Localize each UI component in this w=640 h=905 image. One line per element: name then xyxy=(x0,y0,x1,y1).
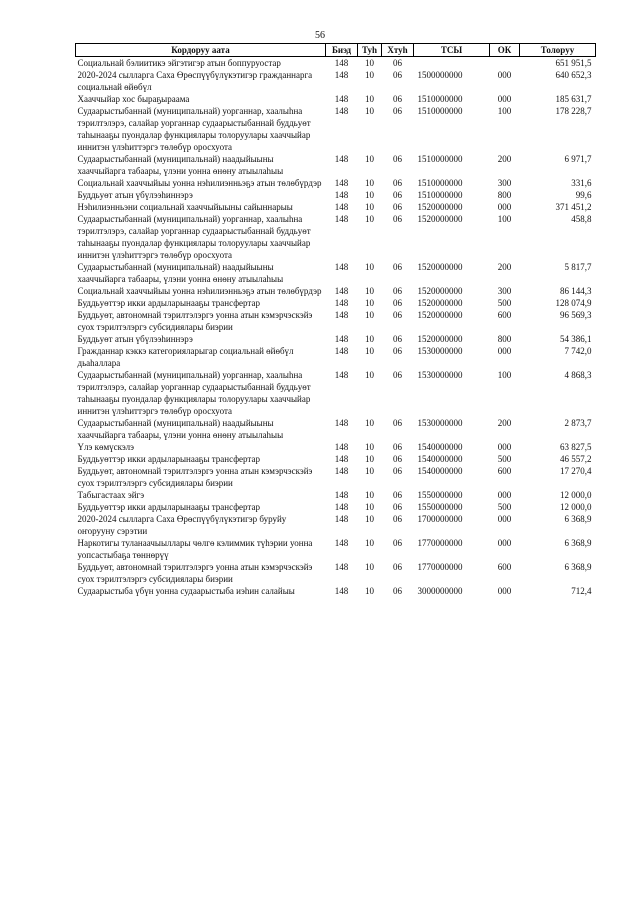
ok-cell: 800 xyxy=(497,190,512,200)
biad-cell: 148 xyxy=(334,310,349,320)
biad-cell: 148 xyxy=(334,490,349,500)
table-row xyxy=(76,69,596,93)
biad-cell: 148 xyxy=(334,178,349,188)
name-cell: Социальнай хааччыйыы уонна нэhилиэнньэҕэ атын төлөбүрдэр xyxy=(77,286,322,296)
total-cell: 96 569,3 xyxy=(560,310,592,320)
table-row xyxy=(76,261,596,285)
htuh-cell: 06 xyxy=(393,454,402,464)
tuh-cell: 10 xyxy=(365,562,374,572)
biad-cell: 148 xyxy=(334,106,349,116)
tsy-cell: 1700000000 xyxy=(417,514,463,524)
tuh-cell: 10 xyxy=(365,178,374,188)
tuh-cell: 10 xyxy=(365,502,374,512)
tsy-cell: 1520000000 xyxy=(417,334,463,344)
biad-cell: 148 xyxy=(334,538,349,548)
table-row xyxy=(76,489,596,501)
column-header: Хтуh xyxy=(382,44,414,57)
name-cell: Буддьуөт атын үбүлээhиннэрэ xyxy=(77,334,193,344)
name-cell: Үлэ көмүскэлэ xyxy=(77,442,134,452)
table-row xyxy=(76,453,596,465)
tuh-cell: 10 xyxy=(365,94,374,104)
tuh-cell: 10 xyxy=(365,190,374,200)
ok-cell: 200 xyxy=(497,154,512,164)
name-cell: Судаарыстыбаннай (муниципальнай) уорганнар, хаалыhна тэрилтэлэрэ, салайар уорганнар судаарыстыбаннай буддьуөт таhынааҕы пуондалар функциялары толоруулары хааччыйар иннитэн үлэhиттэргэ төлөбүр оросхуота xyxy=(77,214,311,260)
ok-cell: 000 xyxy=(497,346,512,356)
tsy-cell: 1520000000 xyxy=(417,214,463,224)
htuh-cell: 06 xyxy=(393,442,402,452)
ok-cell: 300 xyxy=(497,286,512,296)
htuh-cell: 06 xyxy=(393,94,402,104)
ok-cell: 000 xyxy=(497,586,512,596)
name-cell: Хааччыйар хос быраҕыраама xyxy=(77,94,190,104)
htuh-cell: 06 xyxy=(393,418,402,428)
tuh-cell: 10 xyxy=(365,70,374,80)
tuh-cell: 10 xyxy=(365,286,374,296)
tuh-cell: 10 xyxy=(365,310,374,320)
htuh-cell: 06 xyxy=(393,58,402,68)
biad-cell: 148 xyxy=(334,466,349,476)
total-cell: 6 368,9 xyxy=(564,538,592,548)
biad-cell: 148 xyxy=(334,418,349,428)
table-row xyxy=(76,369,596,417)
htuh-cell: 06 xyxy=(393,310,402,320)
ok-cell: 300 xyxy=(497,178,512,188)
total-cell: 331,6 xyxy=(571,178,592,188)
htuh-cell: 06 xyxy=(393,514,402,524)
name-cell: Социальнай бэлиитикэ эйгэтигэр атын боппуруостар xyxy=(77,58,281,68)
name-cell: Буддьуөт, автономнай тэрилтэлэргэ уонна атын кэмэрчэскэйэ суох тэрилтэлэргэ субсидиялары биэрии xyxy=(77,466,313,488)
table-row xyxy=(76,213,596,261)
name-cell: Судаарыстыбаннай (муниципальнай) уорганнар, хаалыhна тэрилтэлэрэ, салайар уорганнар судаарыстыбаннай буддьуөт таhынааҕы пуондалар функциялары толоруулары хааччыйар иннитэн үлэhиттэргэ төлөбүр оросхуота xyxy=(77,106,311,152)
tsy-cell: 1510000000 xyxy=(417,154,463,164)
table-row xyxy=(76,153,596,177)
tuh-cell: 10 xyxy=(365,214,374,224)
biad-cell: 148 xyxy=(334,454,349,464)
ok-cell: 000 xyxy=(497,442,512,452)
name-cell: Буддьуөт, автономнай тэрилтэлэргэ уонна атын кэмэрчэскэйэ суох тэрилтэлэргэ субсидиялары биэрии xyxy=(77,310,313,332)
ok-cell: 000 xyxy=(497,202,512,212)
total-cell: 128 074,9 xyxy=(555,298,592,308)
ok-cell: 600 xyxy=(497,310,512,320)
htuh-cell: 06 xyxy=(393,154,402,164)
ok-cell: 100 xyxy=(497,214,512,224)
biad-cell: 148 xyxy=(334,370,349,380)
total-cell: 12 000,0 xyxy=(560,502,592,512)
biad-cell: 148 xyxy=(334,202,349,212)
ok-cell: 000 xyxy=(497,94,512,104)
name-cell: Судаарыстыбаннай (муниципальнай) наадыйыыны хааччыйарга табаары, үлэни уонна өнөну атыылаhыы xyxy=(77,154,284,176)
htuh-cell: 06 xyxy=(393,562,402,572)
name-cell: Буддьуөт, автономнай тэрилтэлэргэ уонна атын кэмэрчэскэйэ суох тэрилтэлэргэ субсидиялары биэрии xyxy=(77,562,313,584)
total-cell: 7 742,0 xyxy=(564,346,592,356)
table-row xyxy=(76,201,596,213)
biad-cell: 148 xyxy=(334,334,349,344)
tuh-cell: 10 xyxy=(365,346,374,356)
ok-cell: 100 xyxy=(497,106,512,116)
table-row xyxy=(76,189,596,201)
tsy-cell: 1540000000 xyxy=(417,454,463,464)
htuh-cell: 06 xyxy=(393,70,402,80)
total-cell: 185 631,7 xyxy=(555,94,592,104)
tuh-cell: 10 xyxy=(365,334,374,344)
name-cell: Судаарыстыба үбүн уонна судаарыстыба иэhин салайыы xyxy=(77,586,295,596)
tsy-cell: 1520000000 xyxy=(417,298,463,308)
ok-cell: 800 xyxy=(497,334,512,344)
table-row xyxy=(76,285,596,297)
tsy-cell: 1510000000 xyxy=(417,178,463,188)
total-cell: 640 652,3 xyxy=(555,70,592,80)
tuh-cell: 10 xyxy=(365,442,374,452)
tuh-cell: 10 xyxy=(365,586,374,596)
htuh-cell: 06 xyxy=(393,286,402,296)
ok-cell: 200 xyxy=(497,418,512,428)
total-cell: 371 451,2 xyxy=(555,202,592,212)
total-cell: 17 270,4 xyxy=(560,466,592,476)
htuh-cell: 06 xyxy=(393,106,402,116)
name-cell: Буддьуөттэр икки ардыларынааҕы трансфертар xyxy=(77,298,260,308)
biad-cell: 148 xyxy=(334,70,349,80)
biad-cell: 148 xyxy=(334,190,349,200)
total-cell: 651 951,5 xyxy=(555,58,592,68)
ok-cell: 600 xyxy=(497,562,512,572)
table-row xyxy=(76,297,596,309)
budget-table xyxy=(75,43,596,597)
table-row xyxy=(76,309,596,333)
total-cell: 458,8 xyxy=(571,214,592,224)
biad-cell: 148 xyxy=(334,58,349,68)
tsy-cell: 1510000000 xyxy=(417,190,463,200)
htuh-cell: 06 xyxy=(393,346,402,356)
htuh-cell: 06 xyxy=(393,466,402,476)
ok-cell: 200 xyxy=(497,262,512,272)
ok-cell: 000 xyxy=(497,514,512,524)
table-row xyxy=(76,57,596,70)
biad-cell: 148 xyxy=(334,442,349,452)
tuh-cell: 10 xyxy=(365,538,374,548)
tuh-cell: 10 xyxy=(365,202,374,212)
htuh-cell: 06 xyxy=(393,214,402,224)
column-header: Биэд xyxy=(326,44,358,57)
table-row xyxy=(76,465,596,489)
tuh-cell: 10 xyxy=(365,106,374,116)
htuh-cell: 06 xyxy=(393,538,402,548)
htuh-cell: 06 xyxy=(393,370,402,380)
htuh-cell: 06 xyxy=(393,298,402,308)
table-row xyxy=(76,561,596,585)
tsy-cell: 1530000000 xyxy=(417,370,463,380)
ok-cell: 500 xyxy=(497,502,512,512)
tsy-cell: 1520000000 xyxy=(417,202,463,212)
column-header: ТСЫ xyxy=(414,44,490,57)
total-cell: 63 827,5 xyxy=(560,442,592,452)
biad-cell: 148 xyxy=(334,286,349,296)
name-cell: 2020-2024 сылларга Саха Өрөспүүбүлүкэтигэр гражданнарга социальнай өйөбүл xyxy=(77,70,313,92)
tuh-cell: 10 xyxy=(365,58,374,68)
table-row xyxy=(76,105,596,153)
ok-cell: 500 xyxy=(497,298,512,308)
total-cell: 54 386,1 xyxy=(560,334,592,344)
tsy-cell xyxy=(414,57,490,70)
tsy-cell: 1520000000 xyxy=(417,310,463,320)
tsy-cell: 3000000000 xyxy=(417,586,463,596)
tuh-cell: 10 xyxy=(365,298,374,308)
tsy-cell: 1540000000 xyxy=(417,442,463,452)
total-cell: 712,4 xyxy=(571,586,592,596)
column-header: ОК xyxy=(490,44,520,57)
name-cell: Гражданнар кэккэ категорияларыгар социальнай өйөбүл дьаhаллара xyxy=(77,346,294,368)
biad-cell: 148 xyxy=(334,502,349,512)
column-header: Кордоруу аата xyxy=(76,44,326,57)
tsy-cell: 1500000000 xyxy=(417,70,463,80)
table-row xyxy=(76,537,596,561)
tsy-cell: 1520000000 xyxy=(417,262,463,272)
tuh-cell: 10 xyxy=(365,418,374,428)
tsy-cell: 1510000000 xyxy=(417,106,463,116)
biad-cell: 148 xyxy=(334,262,349,272)
tuh-cell: 10 xyxy=(365,154,374,164)
total-cell: 4 868,3 xyxy=(564,370,592,380)
tsy-cell: 1540000000 xyxy=(417,466,463,476)
total-cell: 6 971,7 xyxy=(564,154,592,164)
name-cell: Буддьуөттэр икки ардыларынааҕы трансфертар xyxy=(77,454,260,464)
htuh-cell: 06 xyxy=(393,502,402,512)
biad-cell: 148 xyxy=(334,346,349,356)
total-cell: 12 000,0 xyxy=(560,490,592,500)
biad-cell: 148 xyxy=(334,94,349,104)
table-row xyxy=(76,585,596,597)
ok-cell: 100 xyxy=(497,370,512,380)
name-cell: Судаарыстыбаннай (муниципальнай) уорганнар, хаалыhна тэрилтэлэрэ, салайар уорганнар судаарыстыбаннай буддьуөт таhынааҕы пуондалар функциялары толоруулары хааччыйар иннитэн үлэhиттэргэ төлөбүр оросхуота xyxy=(77,370,311,416)
table-row xyxy=(76,345,596,369)
table-header-row xyxy=(76,44,596,57)
table-row xyxy=(76,513,596,537)
table-row xyxy=(76,417,596,441)
tsy-cell: 1530000000 xyxy=(417,346,463,356)
tuh-cell: 10 xyxy=(365,514,374,524)
table-row xyxy=(76,501,596,513)
tsy-cell: 1520000000 xyxy=(417,286,463,296)
name-cell: Нэhилиэнньэни социальнай хааччыйыыны сайыннарыы xyxy=(77,202,293,212)
tsy-cell: 1530000000 xyxy=(417,418,463,428)
htuh-cell: 06 xyxy=(393,202,402,212)
ok-cell: 000 xyxy=(497,490,512,500)
column-header: Толоруу xyxy=(520,44,596,57)
total-cell: 46 557,2 xyxy=(560,454,592,464)
page-number: 56 xyxy=(315,30,325,41)
table-row xyxy=(76,177,596,189)
name-cell: Социальнай хааччыйыы уонна нэhилиэнньэҕэ атын төлөбүрдэр xyxy=(77,178,322,188)
name-cell: Судаарыстыбаннай (муниципальнай) наадыйыыны хааччыйарга табаары, үлэни уонна өнөну атыылаhыы xyxy=(77,262,284,284)
biad-cell: 148 xyxy=(334,214,349,224)
total-cell: 86 144,3 xyxy=(560,286,592,296)
ok-cell: 500 xyxy=(497,454,512,464)
total-cell: 2 873,7 xyxy=(564,418,592,428)
tsy-cell: 1550000000 xyxy=(417,502,463,512)
biad-cell: 148 xyxy=(334,514,349,524)
name-cell: Наркотигы туланаачыыллары чөлгө кэлиммик түhэрии уонна уопсастыбаҕа төннөрүү xyxy=(77,538,313,560)
htuh-cell: 06 xyxy=(393,190,402,200)
biad-cell: 148 xyxy=(334,562,349,572)
tsy-cell: 1770000000 xyxy=(417,538,463,548)
tuh-cell: 10 xyxy=(365,490,374,500)
tsy-cell: 1770000000 xyxy=(417,562,463,572)
htuh-cell: 06 xyxy=(393,490,402,500)
tsy-cell: 1510000000 xyxy=(417,94,463,104)
ok-cell: 000 xyxy=(497,70,512,80)
htuh-cell: 06 xyxy=(393,178,402,188)
total-cell: 5 817,7 xyxy=(564,262,592,272)
total-cell: 6 368,9 xyxy=(564,562,592,572)
tuh-cell: 10 xyxy=(365,262,374,272)
biad-cell: 148 xyxy=(334,298,349,308)
table-row xyxy=(76,441,596,453)
name-cell: Судаарыстыбаннай (муниципальнай) наадыйыыны хааччыйарга табаары, үлэни уонна өнөну атыылаhыы xyxy=(77,418,284,440)
biad-cell: 148 xyxy=(334,586,349,596)
name-cell: Буддьуөт атын үбүлээhиннэрэ xyxy=(77,190,193,200)
name-cell: 2020-2024 сылларга Саха Өрөспүүбүлүкэтигэр буруйу оҥорууну сэрэтии xyxy=(77,514,287,536)
tuh-cell: 10 xyxy=(365,466,374,476)
tuh-cell: 10 xyxy=(365,454,374,464)
table-row xyxy=(76,333,596,345)
ok-cell: 000 xyxy=(497,538,512,548)
ok-cell xyxy=(490,57,520,70)
table-body xyxy=(76,57,596,598)
table-row xyxy=(76,93,596,105)
biad-cell: 148 xyxy=(334,154,349,164)
total-cell: 6 368,9 xyxy=(564,514,592,524)
total-cell: 99,6 xyxy=(575,190,592,200)
name-cell: Буддьуөттэр икки ардыларынааҕы трансфертар xyxy=(77,502,260,512)
total-cell: 178 228,7 xyxy=(555,106,592,116)
htuh-cell: 06 xyxy=(393,262,402,272)
column-header: Туh xyxy=(358,44,382,57)
htuh-cell: 06 xyxy=(393,586,402,596)
tuh-cell: 10 xyxy=(365,370,374,380)
ok-cell: 600 xyxy=(497,466,512,476)
htuh-cell: 06 xyxy=(393,334,402,344)
name-cell: Табыгастаах эйгэ xyxy=(77,490,145,500)
tsy-cell: 1550000000 xyxy=(417,490,463,500)
